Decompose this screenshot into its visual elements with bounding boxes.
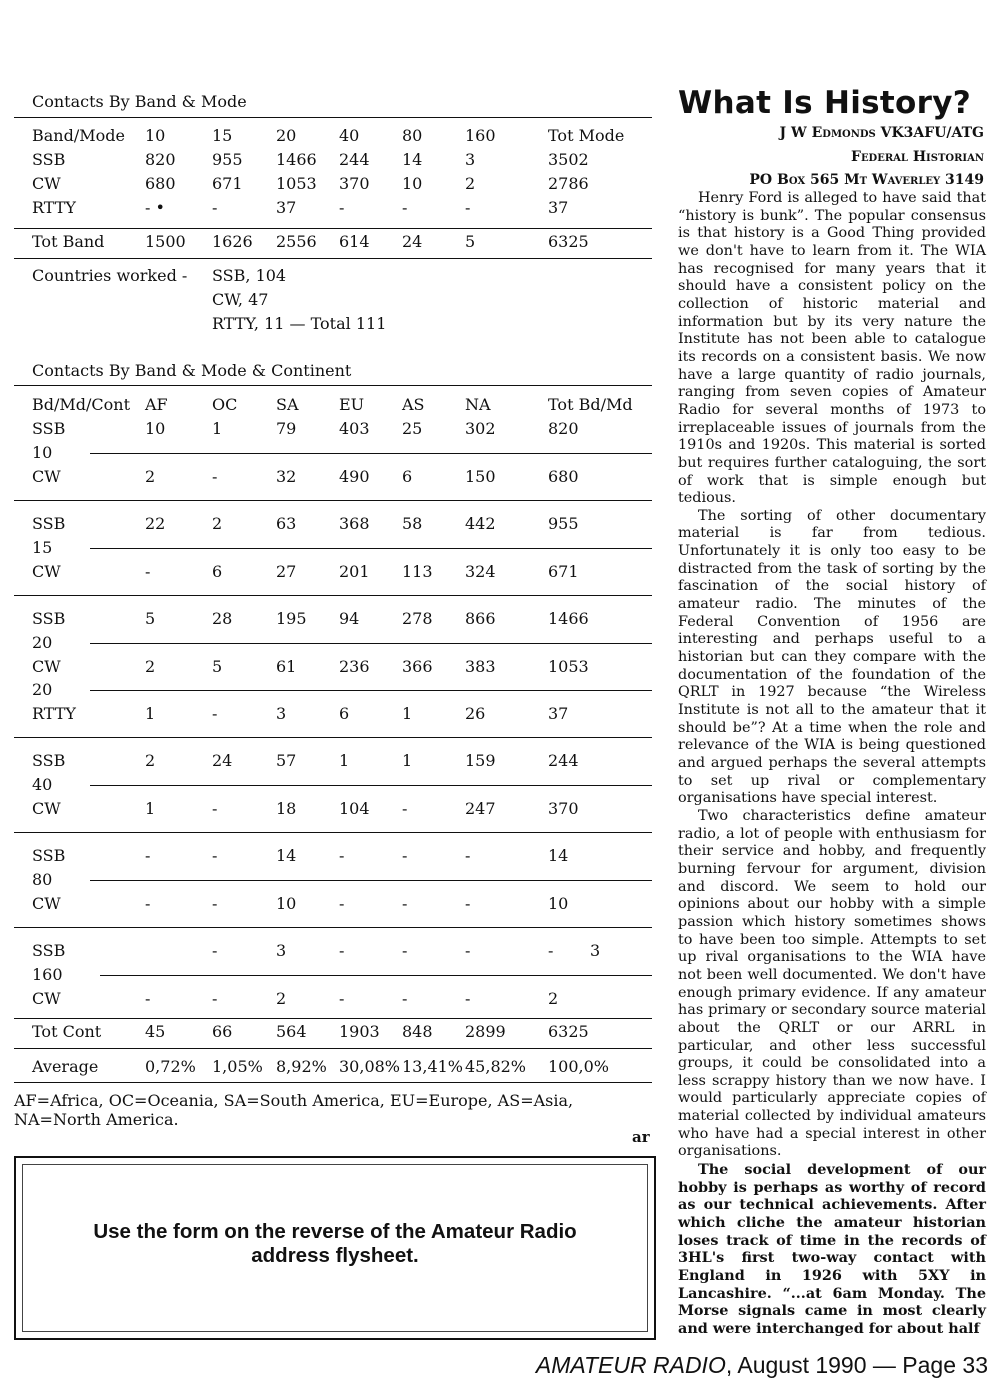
group-rule (14, 595, 652, 596)
table1-total-cell-3: 2556 (276, 232, 317, 251)
table2-band-40-row-cell-0: CW (32, 798, 61, 818)
table2-header-cell-7: Tot Bd/Md (548, 395, 633, 414)
table2-average-cell-1: 0,72% (145, 1057, 196, 1076)
table1-row-cell-7: 3502 (548, 150, 589, 169)
table2-total-cell-4: 1903 (339, 1022, 380, 1041)
table2-band-20-row-cell-5: 366 (402, 656, 433, 676)
end-mark: ar (632, 1128, 650, 1146)
table1-header-cell-7: Tot Mode (548, 126, 625, 145)
table2-band-40-row-cell-7: 244 (548, 751, 579, 770)
notice-line-2: address flysheet. (251, 1244, 419, 1267)
table2-band-80-row-cell-0: SSB (32, 846, 66, 865)
table2-band-15-row-cell-5: 113 (402, 561, 433, 581)
table2-average-cell-2: 1,05% (212, 1057, 263, 1076)
table2-band-80-row-cell-1: - (145, 893, 151, 913)
table2-band-20-row-cell-4: 6 (339, 704, 350, 723)
table2-band-20-row-cell-3: 61 (276, 656, 297, 676)
table2-band-160-row-cell-7: 2 (548, 988, 559, 1008)
group-rule (14, 927, 652, 928)
table2-band-160-row-cell-4: - (339, 988, 345, 1008)
table1-header-cell-6: 160 (465, 126, 496, 145)
table2-band-20-row-cell-0: SSB (32, 609, 66, 628)
table1-total-cell-4: 614 (339, 232, 370, 251)
group-rule (14, 1018, 652, 1019)
band-divider (90, 548, 652, 549)
table2-band-20-row-cell-3: 3 (276, 704, 287, 723)
table1-title: Contacts By Band & Mode (32, 92, 247, 111)
table2-band-15-row-cell-6: 442 (465, 514, 496, 533)
table2-band-15-row-cell-7: 671 (548, 561, 579, 581)
table2-band-20-row-cell-7: 37 (548, 704, 569, 723)
table2-header-cell-4: EU (339, 395, 365, 414)
table2-band-15-row-cell-4: 368 (339, 514, 370, 533)
countries-line-cw: CW, 47 (212, 290, 269, 309)
table2-band-10-row-cell-5: 25 (402, 419, 423, 438)
table2-band-20-row-cell-5: 278 (402, 609, 433, 628)
table2-total-cell-5: 848 (402, 1022, 433, 1041)
table2-band-80-row-cell-7: 14 (548, 846, 569, 865)
table1-row-cell-4: 244 (339, 150, 370, 169)
table2-band-80-row-cell-4: - (339, 846, 345, 865)
band-divider (90, 643, 652, 644)
table2-band-10-row-cell-3: 32 (276, 466, 297, 486)
notice-text (16, 1220, 654, 1268)
table2-band-20-row-cell-6: 866 (465, 609, 496, 628)
table2-band-15-row-cell-2: 2 (212, 514, 223, 533)
table2-band-15-row-cell-0: SSB (32, 514, 66, 533)
table2-band-160-row-cell-2: - (212, 941, 218, 960)
table1-bottom-rule (14, 258, 652, 259)
table2-band-40-row-cell-1: 2 (145, 751, 156, 770)
table1-row-cell-3: 1053 (276, 174, 317, 193)
table1-row-cell-4: 370 (339, 174, 370, 193)
table2-band-160-row-cell-0: SSB (32, 941, 66, 960)
table2-band-15-row-cell-2: 6 (212, 561, 223, 581)
notice-line-1: Use the form on the reverse of the Amateur Radio (93, 1220, 577, 1243)
article-paragraph: The sorting of other documentary material is far from tedious. Unfortunately it is only too easy to be distracted from the task of sorting by the fascination of the social history of amateur radio. The minutes of the Federal Convention of 1956 are interesting and perhaps useful to a historian but can they compare with the documentation of the foundation of the QRLT in 1927 because “the Wireless Institute is not all to the amateur that it should be”? At a time when the role and relevance of the WIA is being questioned and argued perhaps the several attempts to set up rival or complementary organisations have special interest. (678, 507, 986, 807)
table2-band-80-row-cell-5: - (402, 846, 408, 865)
band-label-80: 80 (32, 869, 53, 889)
table2-band-10-row-cell-2: - (212, 466, 218, 486)
table2-band-80-row-cell-6: - (465, 893, 471, 913)
table2-band-80-row-cell-4: - (339, 893, 345, 913)
table1-row-cell-1: 680 (145, 174, 176, 193)
table1-row-cell-7: 2786 (548, 174, 589, 193)
table1-row-cell-2: - (212, 198, 218, 217)
table1-row-cell-1: - • (145, 198, 165, 217)
table2-band-15-row-cell-0: CW (32, 561, 61, 581)
table2-band-15-row-cell-3: 27 (276, 561, 297, 581)
table1-row-cell-3: 37 (276, 198, 297, 217)
table2-header-cell-1: AF (145, 395, 168, 414)
table2-total-cell-1: 45 (145, 1022, 166, 1041)
table1-total-cell-2: 1626 (212, 232, 253, 251)
table2-band-40-row-cell-3: 18 (276, 798, 297, 818)
band-divider (90, 880, 652, 881)
table2-band-40-row-cell-6: 247 (465, 798, 496, 818)
table1-header-cell-1: 10 (145, 126, 166, 145)
table2-top-rule (14, 385, 652, 386)
table1-row-cell-0: CW (32, 174, 61, 193)
table2-header-cell-6: NA (465, 395, 491, 414)
table2-band-20-row-cell-1: 1 (145, 704, 156, 723)
table1-row-cell-5: 14 (402, 150, 423, 169)
table2-title: Contacts By Band & Mode & Continent (32, 361, 352, 380)
table2-total-cell-6: 2899 (465, 1022, 506, 1041)
band-label-10: 10 (32, 442, 53, 462)
table2-band-160-row-cell-3: 2 (276, 988, 287, 1008)
footer-magazine: AMATEUR RADIO (535, 1352, 726, 1378)
table2-band-160-row-cell-3: 3 (276, 941, 287, 960)
table2-band-15-row-cell-1: - (145, 561, 151, 581)
article-author: J W Edmonds VK3AFU/ATG (779, 125, 984, 141)
page-footer (536, 1352, 988, 1379)
table1-header-cell-4: 40 (339, 126, 360, 145)
table2-band-20-row-cell-0: CW (32, 656, 61, 676)
table2-band-10-row-cell-1: 10 (145, 419, 166, 438)
band-divider (100, 975, 652, 976)
table2-band-40-row-cell-2: - (212, 798, 218, 818)
table2-band-160-row-cell-6: - (465, 941, 471, 960)
table1-header-cell-0: Band/Mode (32, 126, 125, 145)
table2-header-cell-5: AS (402, 395, 425, 414)
countries-label: Countries worked - (32, 266, 188, 285)
table2-header-cell-3: SA (276, 395, 299, 414)
table2-band-20-row-cell-3: 195 (276, 609, 307, 628)
table2-band-80-row-cell-2: - (212, 893, 218, 913)
article-address: PO Box 565 Mt Waverley 3149 (749, 172, 984, 188)
table2-band-80-row-cell-7: 10 (548, 893, 569, 913)
table2-band-40-row-cell-4: 1 (339, 751, 350, 770)
table2-average-cell-0: Average (32, 1057, 99, 1076)
table2-header-cell-0: Bd/Md/Cont (32, 395, 131, 414)
table2-band-40-row-cell-3: 57 (276, 751, 297, 770)
table1-row-cell-5: 10 (402, 174, 423, 193)
table1-row-cell-2: 955 (212, 150, 243, 169)
table2-band-20-row-cell-4: 236 (339, 656, 370, 676)
table2-band-160-dash: - (548, 941, 554, 960)
table1-total-cell-5: 24 (402, 232, 423, 251)
table2-band-10-row-cell-3: 79 (276, 419, 297, 438)
article-role: Federal Historian (851, 149, 984, 165)
band-label-40: 40 (32, 774, 53, 794)
table1-header-cell-3: 20 (276, 126, 297, 145)
table2-band-80-row-cell-3: 14 (276, 846, 297, 865)
table1-row-cell-0: SSB (32, 150, 66, 169)
table2-band-10-row-cell-0: CW (32, 466, 61, 486)
article-title: What Is History? (678, 85, 971, 121)
table2-band-20-row-cell-0: RTTY (32, 704, 76, 723)
table1-row-cell-7: 37 (548, 198, 569, 217)
group-rule (14, 832, 652, 833)
table2-band-80-row-cell-3: 10 (276, 893, 297, 913)
table2-band-10-row-cell-7: 680 (548, 466, 579, 486)
band-label-160: 160 (32, 964, 63, 984)
table2-average-cell-3: 8,92% (276, 1057, 327, 1076)
table2-band-15-row-cell-4: 201 (339, 561, 370, 581)
table2-band-160-row-cell-4: - (339, 941, 345, 960)
group-rule (14, 500, 652, 501)
notice-box (14, 1156, 656, 1340)
table2-total-cell-2: 66 (212, 1022, 233, 1041)
table1-header-cell-5: 80 (402, 126, 423, 145)
table2-total-cell-3: 564 (276, 1022, 307, 1041)
table2-band-160-row-cell-2: - (212, 988, 218, 1008)
table2-band-20-row-cell-2: 28 (212, 609, 233, 628)
band-label-20: 20 (32, 632, 53, 652)
table1-total-cell-0: Tot Band (32, 232, 105, 251)
table2-band-80-row-cell-2: - (212, 846, 218, 865)
table2-band-80-row-cell-0: CW (32, 893, 61, 913)
band-divider (90, 785, 652, 786)
table2-band-40-row-cell-6: 159 (465, 751, 496, 770)
table1-row-cell-1: 820 (145, 150, 176, 169)
table2-header-cell-2: OC (212, 395, 238, 414)
table2-total-cell-0: Tot Cont (32, 1022, 102, 1041)
article-paragraph: Henry Ford is alleged to have said that “history is bunk”. The popular consensus is that history is a Good Thing provided we don't have to learn from it. The WIA has recognised for many years that it should have a consistent policy on the collection of historic material and information but by its very nature the Institute has not been able to catalogue its records on a consistent basis. We now have a large quantity of radio journals, ranging from seven copies of Amateur Radio for several months of 1973 to irreplaceable issues of journals from the 1910s and 1920s. This material is sorted but requires further cataloguing, the sort of work that is simple enough but tedious. (678, 190, 986, 507)
table2-band-10-row-cell-5: 6 (402, 466, 413, 486)
table2-band-20-row-cell-4: 94 (339, 609, 360, 628)
article-paragraph-bold: The social development of our hobby is perhaps as worthy of record as our technical achievements. After which cliche the amateur historian loses track of time in the records of 3HL's first two-way contact with England in 1926 with 5XY in Lancashire. “...at 6am Monday. The Morse signals came in most clearly and were interchanged for about half (678, 1161, 986, 1337)
table2-band-40-row-cell-4: 104 (339, 798, 370, 818)
band-label-15: 15 (32, 537, 53, 557)
table2-average-cell-7: 100,0% (548, 1057, 610, 1076)
table2-band-20-row-cell-6: 383 (465, 656, 496, 676)
table2-band-40-row-cell-7: 370 (548, 798, 579, 818)
table1-row-cell-6: - (465, 198, 471, 217)
table1-header-cell-2: 15 (212, 126, 233, 145)
table1-row-cell-4: - (339, 198, 345, 217)
article-body (678, 190, 986, 1338)
table2-band-20-row-cell-7: 1466 (548, 609, 589, 628)
table2-band-15-row-cell-5: 58 (402, 514, 423, 533)
table2-band-20-row-cell-2: - (212, 704, 218, 723)
table2-total-cell-7: 6325 (548, 1022, 589, 1041)
table2-band-40-row-cell-5: - (402, 798, 408, 818)
table2-band-160-row-cell-7: 3 (590, 941, 601, 960)
table2-band-10-row-cell-6: 302 (465, 419, 496, 438)
table2-band-80-row-cell-1: - (145, 846, 151, 865)
table1-total-rule (14, 228, 652, 229)
table2-band-10-row-cell-0: SSB (32, 419, 66, 438)
table2-band-160-row-cell-6: - (465, 988, 471, 1008)
table2-band-15-row-cell-3: 63 (276, 514, 297, 533)
table2-band-80-row-cell-6: - (465, 846, 471, 865)
group-rule (14, 737, 652, 738)
average-rule (14, 1048, 652, 1049)
table2-band-20-row-cell-2: 5 (212, 656, 223, 676)
table2-average-cell-4: 30,08% (339, 1057, 401, 1076)
table1-row-cell-2: 671 (212, 174, 243, 193)
table2-band-10-row-cell-7: 820 (548, 419, 579, 438)
table2-band-80-row-cell-5: - (402, 893, 408, 913)
table2-band-160-row-cell-5: - (402, 941, 408, 960)
table2-band-40-row-cell-1: 1 (145, 798, 156, 818)
table2-band-10-row-cell-4: 403 (339, 419, 370, 438)
countries-line-rtty: RTTY, 11 — Total 111 (212, 314, 387, 333)
article-paragraph: Two characteristics define amateur radio, a lot of people with enthusiasm for their service and hobby, and frequently burning fervour for argument, division and discord. We seem to hold our opinions about our hobby with a simple passion which history sometimes shows to have been too simple. Attempts to set up rival organisations to the WIA have not been well documented. We don't have enough primary evidence. If any amateur has primary or secondary source material about the QRLT or our ARRL in particular, and other less successful groups, it could be consolidated into a less scrappy history than we now have. I would particularly appreciate copies of material collected by individual amateurs who have had a special interest in other organisations. (678, 807, 986, 1160)
table1-row-cell-3: 1466 (276, 150, 317, 169)
table1-total-cell-6: 5 (465, 232, 476, 251)
table2-band-40-row-cell-0: SSB (32, 751, 66, 770)
table2-band-10-row-cell-1: 2 (145, 466, 156, 486)
table2-band-15-row-cell-1: 22 (145, 514, 166, 533)
table1-total-cell-7: 6325 (548, 232, 589, 251)
table2-band-10-row-cell-6: 150 (465, 466, 496, 486)
countries-line-ssb: SSB, 104 (212, 266, 287, 285)
table2-average-cell-5: 13,41% (402, 1057, 464, 1076)
band-divider (90, 453, 652, 454)
table1-row-cell-5: - (402, 198, 408, 217)
table2-band-10-row-cell-2: 1 (212, 419, 223, 438)
table2-average-cell-6: 45,82% (465, 1057, 527, 1076)
table1-row-cell-6: 3 (465, 150, 476, 169)
table2-band-20-row-cell-6: 26 (465, 704, 486, 723)
table1-row-cell-0: RTTY (32, 198, 76, 217)
band-divider (90, 690, 652, 691)
table1-row-cell-6: 2 (465, 174, 476, 193)
table2-band-40-row-cell-2: 24 (212, 751, 233, 770)
table2-band-160-row-cell-0: CW (32, 988, 61, 1008)
table2-band-15-row-cell-6: 324 (465, 561, 496, 581)
table2-band-20-row-cell-7: 1053 (548, 656, 589, 676)
table2-band-20-row-cell-5: 1 (402, 704, 413, 723)
table2-band-10-row-cell-4: 490 (339, 466, 370, 486)
table2-band-20-row-cell-1: 5 (145, 609, 156, 628)
table2-band-20-row-cell-1: 2 (145, 656, 156, 676)
table1-total-cell-1: 1500 (145, 232, 186, 251)
table2-band-40-row-cell-5: 1 (402, 751, 413, 770)
footer-issue: , August 1990 — Page 33 (725, 1352, 988, 1378)
table2-band-160-row-cell-1: - (145, 988, 151, 1008)
table2-bottom-rule (14, 1082, 652, 1083)
table2-band-15-row-cell-7: 955 (548, 514, 579, 533)
table2-band-160-row-cell-5: - (402, 988, 408, 1008)
band-label-20: 20 (32, 680, 53, 699)
continent-legend: AF=Africa, OC=Oceania, SA=South America, EU=Europe, AS=Asia, NA=North America. (14, 1091, 574, 1129)
table1-top-rule (14, 117, 652, 118)
